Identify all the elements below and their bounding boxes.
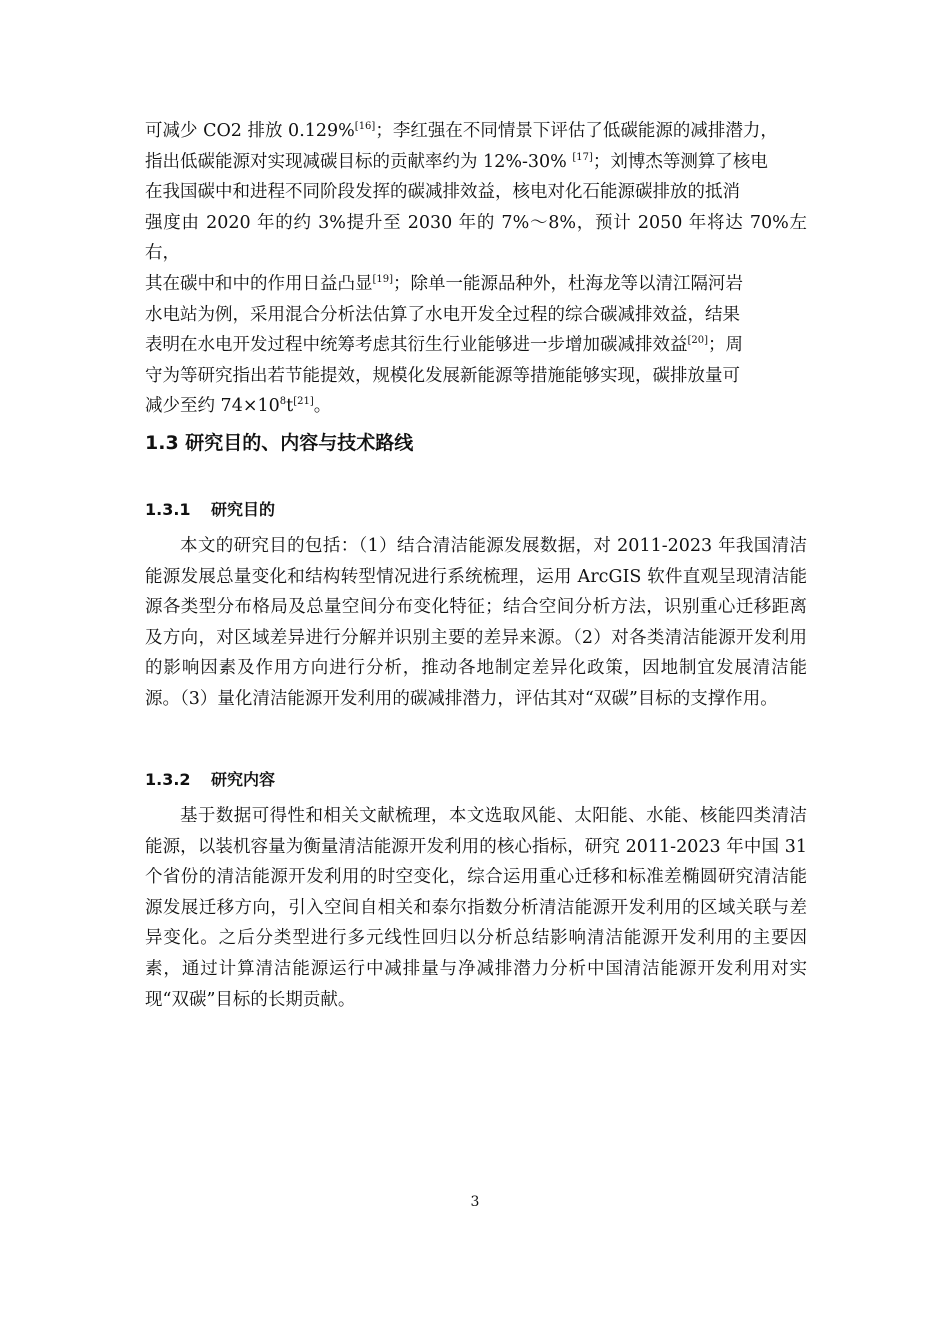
paragraph-carbon-reduction [145, 116, 807, 422]
subsection-number: 1.3.1 [145, 500, 191, 519]
subsection-heading-content [145, 767, 275, 790]
text-run: 可减少 CO2 排放 0.129% [145, 121, 355, 141]
citation-ref: [21] [293, 396, 314, 408]
subsection-number: 1.3.2 [145, 770, 191, 789]
text-run: ；刘博杰等测算了核电 [592, 151, 768, 172]
page-number: 3 [470, 1194, 480, 1210]
exponent: 8 [279, 396, 287, 408]
paragraph-text: 本文的研究目的包括：（1）结合清洁能源发展数据，对 2011-2023 年我国清洁能源发展总量变化和结构转型情况进行系统梳理，运用 ArcGIS 软件直观呈现清洁能源各类型分布格局及总量空间分布变化特征；结合空间分析方法，识别重心迁移距离及方向，对区域差异进行分解并识别主要的差异来源。（2）对各类清洁能源开发利用的影响因素及作用方向进行分析，推动各地制定差异化政策，因地制宜发展清洁能源。（3）量化清洁能源开发利用的碳减排潜力，评估其对“双碳”目标的支撑作用。 [145, 536, 807, 709]
citation-ref: [17] [572, 151, 593, 163]
text-run: t [286, 396, 294, 417]
text-run: 表明在水电开发过程中统筹考虑其衍生行业能够进一步增加碳减排效益 [145, 335, 688, 356]
subsection-heading-purpose [145, 497, 275, 520]
paragraph-research-content [145, 801, 807, 1015]
subsection-title: 研究内容 [211, 770, 276, 789]
text-run: 强度由 2020 年的约 3%提升至 2030 年的 7%～8%，预计 2050 年将达 70%左右， [145, 212, 807, 264]
section-heading: 1.3 研究目的、内容与技术路线 [145, 432, 414, 454]
text-run: 减少至约 74×10 [145, 396, 280, 417]
citation-ref: [19] [372, 273, 394, 285]
paragraph-line [145, 269, 807, 300]
text-run: ；李红强在不同情景下评估了低碳能源的减排潜力， [375, 121, 778, 141]
text-run: 在我国碳中和进程不同阶段发挥的碳减排效益，核电对化石能源碳排放的抵消 [145, 182, 740, 203]
text-run: 。 [313, 396, 332, 417]
citation-ref: [20] [687, 335, 709, 347]
text-run: ；除单一能源品种外，杜海龙等以清江隔河岩 [393, 273, 744, 294]
paragraph-line [145, 208, 807, 269]
text-run: ；周 [708, 335, 744, 356]
text-run: 指出低碳能源对实现减碳目标的贡献率约为 12%-30% [145, 151, 573, 172]
text-run: 其在碳中和中的作用日益凸显 [145, 273, 373, 294]
citation-ref: [16] [354, 121, 376, 132]
subsection-title: 研究目的 [211, 500, 276, 519]
paragraph-research-purpose [145, 531, 807, 715]
paragraph-line [145, 300, 807, 331]
paragraph-text: 基于数据可得性和相关文献梳理，本文选取风能、太阳能、水能、核能四类清洁能源，以装机容量为衡量清洁能源开发利用的核心指标，研究 2011-2023 年中国 31 个省份的清洁能源开发利用的时空变化，综合运用重心迁移和标准差椭圆研究清洁能源发展迁移方向，引入空间自相关和泰尔指数分析清洁能源开发利用的区域关联与差异变化。之后分类型进行多元线性回归以分析总结影响清洁能源开发利用的主要因素，通过计算清洁能源运行中减排量与净减排潜力分析中国清洁能源开发利用对实现“双碳”目标的长期贡献。 [145, 806, 807, 1010]
paragraph-line [145, 177, 807, 208]
paragraph-line [145, 361, 807, 392]
text-run: 水电站为例，采用混合分析法估算了水电开发全过程的综合碳减排效益，结果 [145, 304, 740, 325]
paragraph-line [145, 116, 807, 147]
text-run: 守为等研究指出若节能提效，规模化发展新能源等措施能够实现，碳排放量可 [145, 365, 740, 386]
paragraph-line [145, 147, 807, 178]
paragraph-line [145, 330, 807, 361]
paragraph-line [145, 391, 807, 422]
